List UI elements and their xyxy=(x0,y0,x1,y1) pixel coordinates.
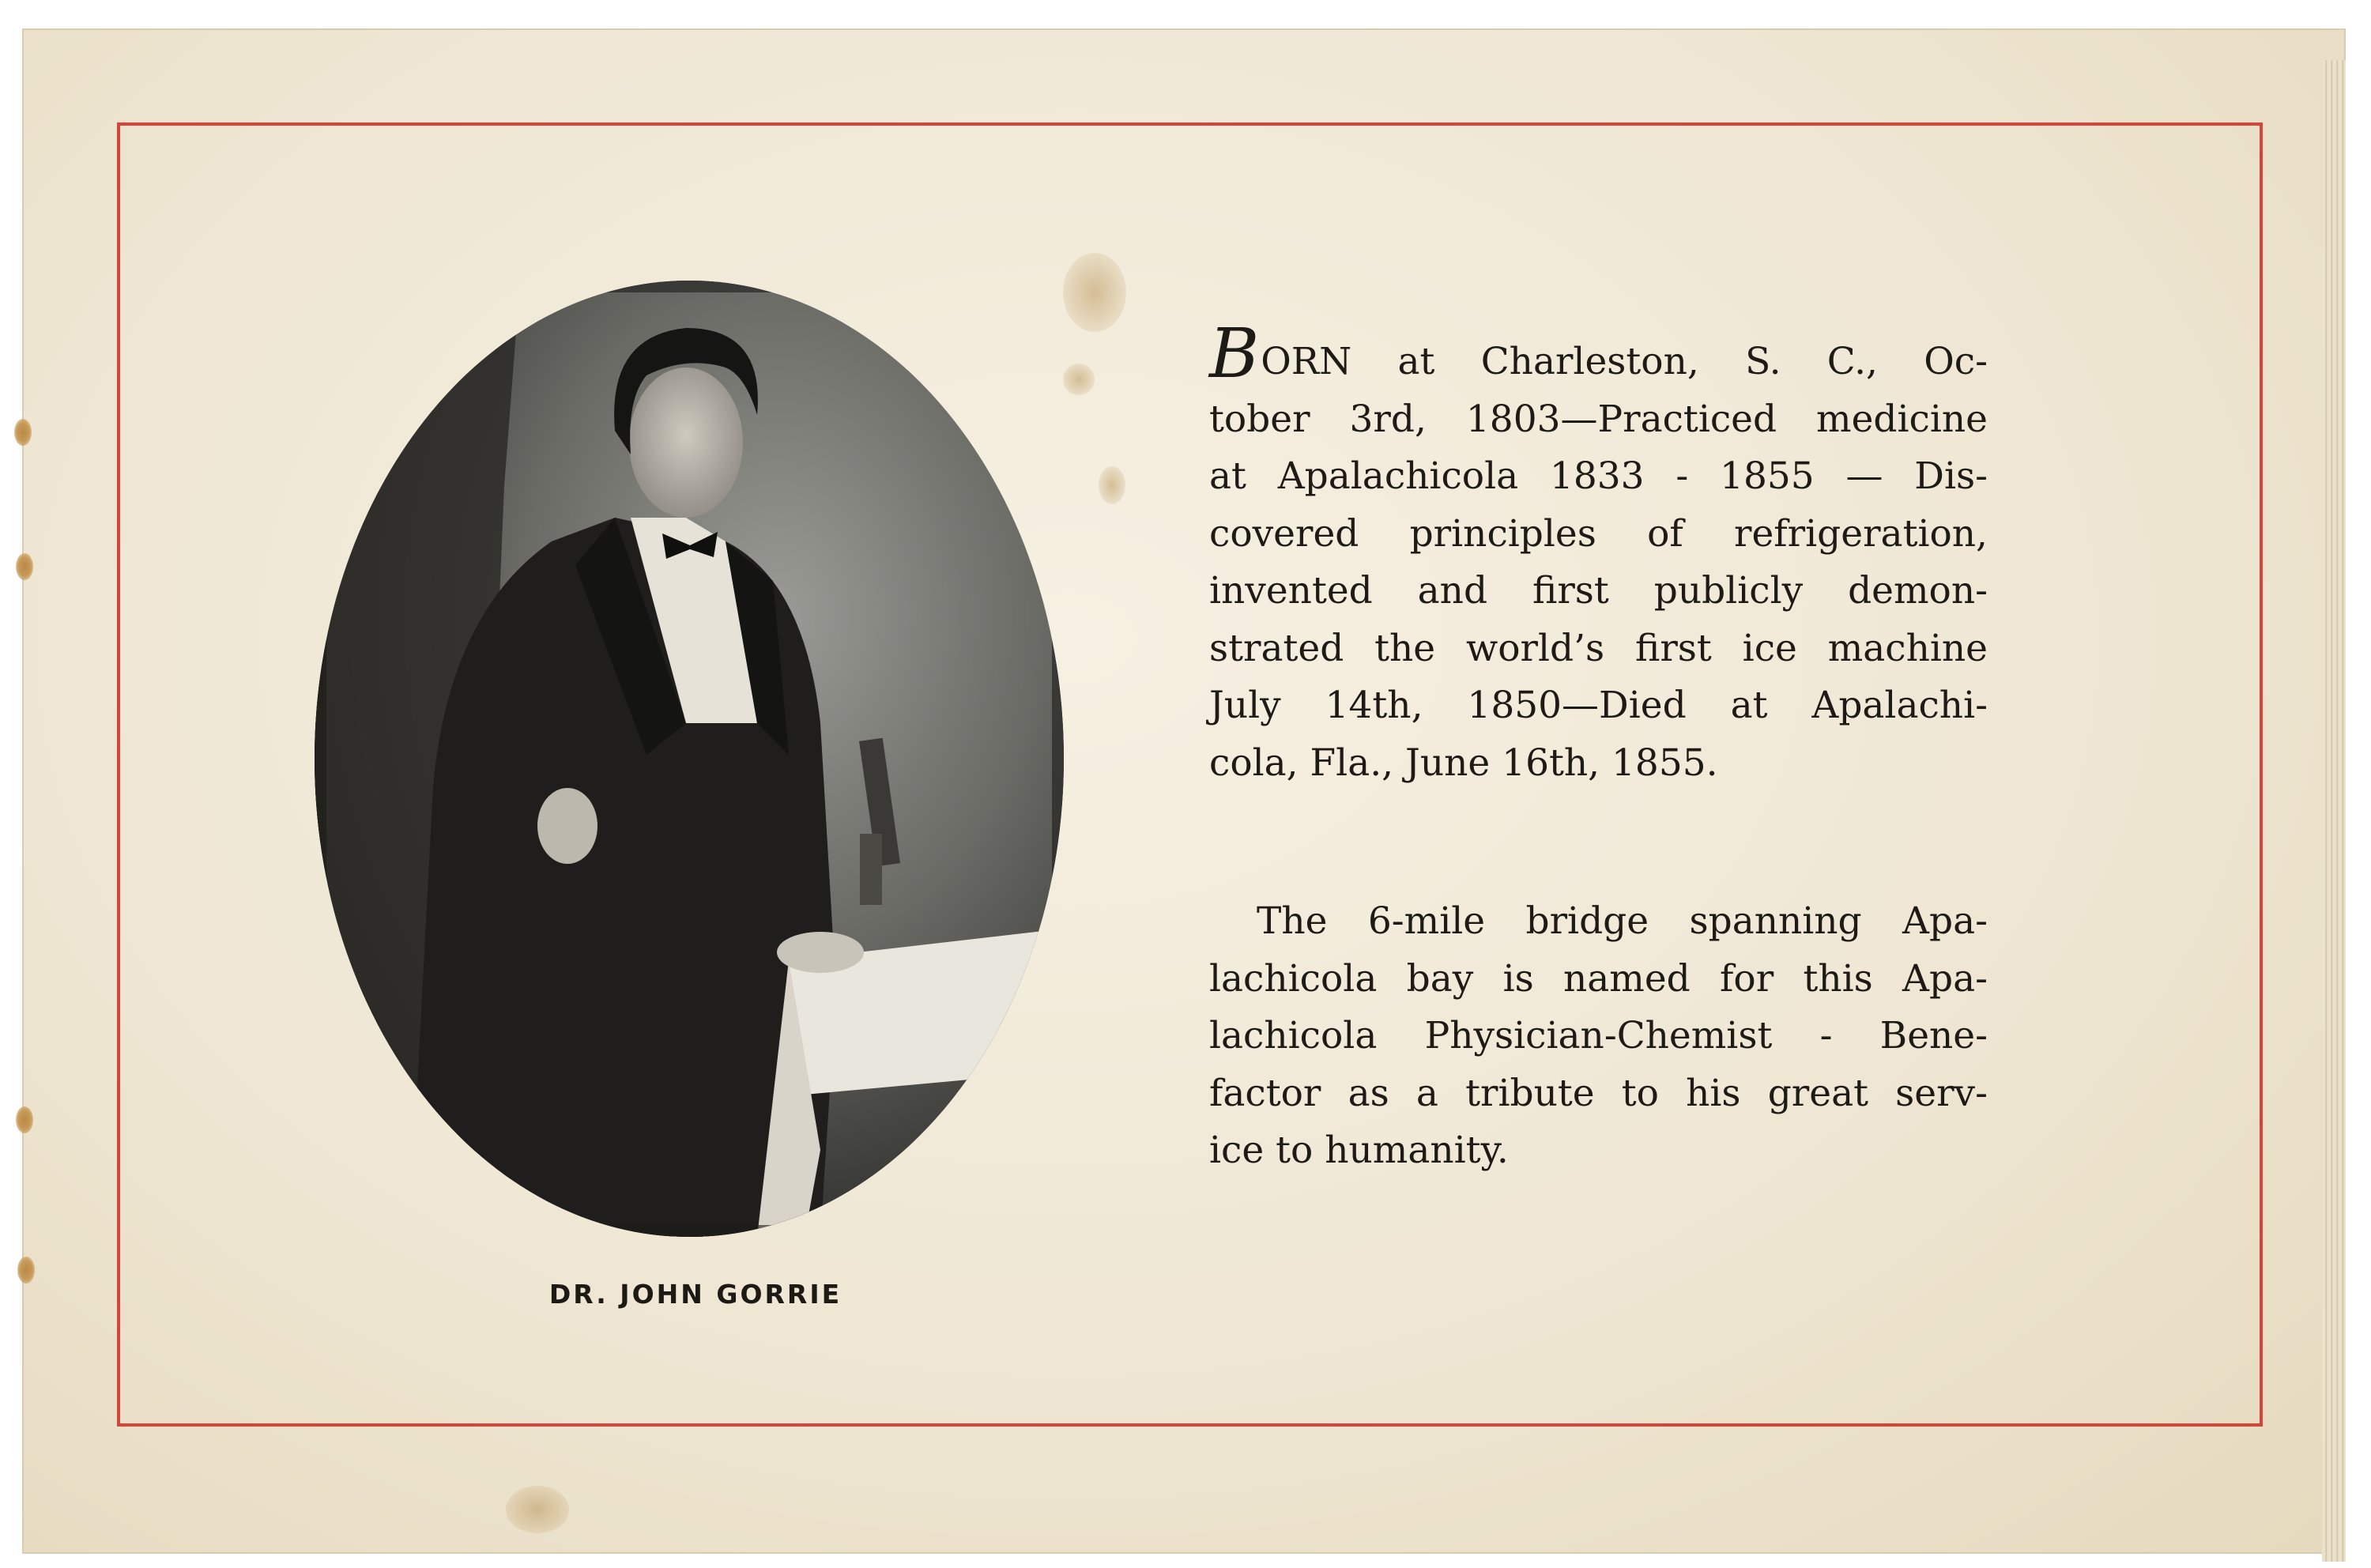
portrait-illustration xyxy=(315,281,1064,1237)
binding-hole-1 xyxy=(14,419,32,446)
bio-line-7: July 14th, 1850—Died at Apalachi- xyxy=(1209,684,1988,727)
stain-lower-left xyxy=(506,1486,569,1533)
bio-line-8: cola, Fla., June 16th, 1855. xyxy=(1209,741,1718,785)
bio-line-2: tober 3rd, 1803—Practiced medicine xyxy=(1209,397,1988,441)
bridge-tribute-paragraph xyxy=(1209,893,1988,1180)
bio-line-3: at Apalachicola 1833 - 1855 — Dis- xyxy=(1209,454,1988,498)
portrait-caption: DR. JOHN GORRIE xyxy=(548,1279,842,1310)
drop-cap: B xyxy=(1209,315,1260,394)
tribute-line-3: lachicola Physician-Chemist - Bene- xyxy=(1209,1014,1988,1057)
bio-line-1 xyxy=(1209,315,1988,394)
tribute-line-1: The 6-mile bridge spanning Apa- xyxy=(1257,899,1988,943)
binding-hole-3 xyxy=(16,1106,33,1133)
binding-hole-4 xyxy=(17,1257,35,1283)
binding-hole-2 xyxy=(16,553,33,580)
bio-line-4: covered principles of refrigeration, xyxy=(1209,511,1988,556)
biography-paragraph xyxy=(1209,315,1988,792)
tribute-line-4: factor as a tribute to his great serv- xyxy=(1209,1071,1988,1115)
bio-line-5: invented and first publicly demon- xyxy=(1209,569,1988,612)
tribute-line-2: lachicola bay is named for this Apa- xyxy=(1209,956,1988,1001)
portrait-oval xyxy=(315,281,1064,1237)
bio-line-1-text: ORN at Charleston, S. C., Oc- xyxy=(1261,340,1988,383)
tribute-line-5: ice to humanity. xyxy=(1209,1129,1509,1172)
page-stack-edges xyxy=(2322,60,2346,1562)
bio-line-6: strated the world’s first ice machine xyxy=(1209,626,1988,670)
